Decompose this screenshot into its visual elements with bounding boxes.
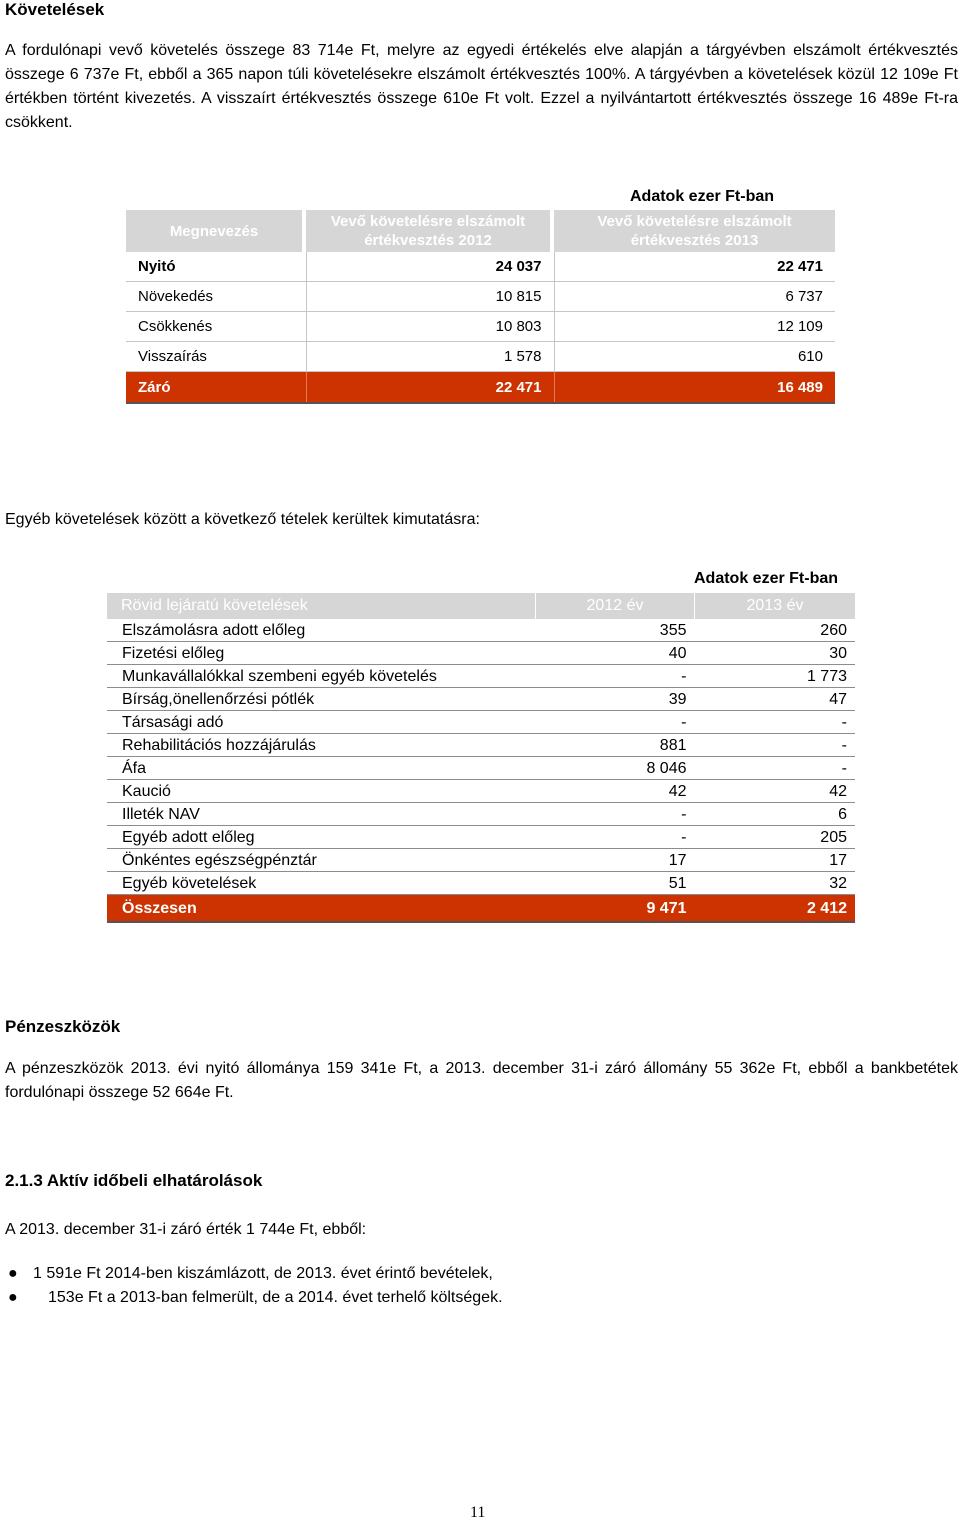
list-item: ● 1 591e Ft 2014-ben kiszámlázott, de 2013. évet érintő bevételek,	[0, 1262, 503, 1286]
other-receivables-intro: Egyéb követelések között a következő tételek kerültek kimutatásra:	[5, 511, 480, 528]
table1-header-2012: Vevő követelésre elszámolt értékvesztés 2012	[306, 210, 550, 252]
bullet-icon: ●	[8, 1265, 18, 1282]
bullet-icon: ●	[8, 1289, 18, 1306]
table2-unit-note: Adatok ezer Ft-ban	[694, 570, 839, 587]
other-receivables-table	[107, 593, 855, 923]
section-heading-penzeszkozok: Pénzeszközök	[5, 1017, 121, 1036]
table-row: Egyéb követelések 51 32	[107, 872, 855, 895]
impairment-table	[126, 210, 835, 404]
table-row: Egyéb adott előleg - 205	[107, 826, 855, 849]
receivables-paragraph: A fordulónapi vevő követelés összege 83 714e Ft, melyre az egyedi értékelés elve alapján a tárgyévben elszámolt értékvesztés összege 6 737e Ft, ebből a 365 napon túli követelésekre elszámolt értékvesztés 100%. A tárgyévben a követelések közül 12 109e Ft értékben történt kivezetés. A visszaírt értékvesztés összege 610e Ft volt. Ezzel a nyilvántartott értékvesztés összege 16 489e Ft-ra csökkent.	[5, 42, 958, 131]
table-row: Társasági adó - -	[107, 711, 855, 734]
table1-header-name: Megnevezés	[126, 210, 302, 252]
table-row: Bírság,önellenőrzési pótlék 39 47	[107, 688, 855, 711]
table-row: Növekedés 10 815 6 737	[126, 282, 835, 312]
table-row: Nyitó 24 037 22 471	[126, 252, 835, 282]
page-number: 11	[470, 1504, 486, 1521]
table2-header-2012: 2012 év	[536, 593, 695, 619]
table-row: Elszámolásra adott előleg 355 260	[107, 619, 855, 642]
table1-total-row: Záró 22 471 16 489	[126, 372, 835, 404]
table-row: Munkavállalókkal szembeni egyéb követelés - 1 773	[107, 665, 855, 688]
accruals-paragraph: A 2013. december 31-i záró érték 1 744e Ft, ebből:	[5, 1221, 367, 1238]
table2-header-name: Rövid lejáratú követelések	[107, 593, 536, 619]
section-heading-kovetelesek: Követelések	[5, 0, 105, 19]
table-row: Önkéntes egészségpénztár 17 17	[107, 849, 855, 872]
table2-total-row: Összesen 9 471 2 412	[107, 895, 855, 923]
table-row: Fizetési előleg 40 30	[107, 642, 855, 665]
accruals-bullet-list	[0, 1262, 503, 1310]
table1-unit-note: Adatok ezer Ft-ban	[630, 188, 775, 205]
cash-paragraph: A pénzeszközök 2013. évi nyitó állománya 159 341e Ft, a 2013. december 31-i záró állomány 55 362e Ft, ebből a bankbetétek fordulónapi összege 52 664e Ft.	[5, 1060, 958, 1101]
table-row: Áfa 8 046 -	[107, 757, 855, 780]
table-row: Csökkenés 10 803 12 109	[126, 312, 835, 342]
table2-header-2013: 2013 év	[695, 593, 856, 619]
table-row: Illeték NAV - 6	[107, 803, 855, 826]
table-row: Rehabilitációs hozzájárulás 881 -	[107, 734, 855, 757]
table-row: Kaució 42 42	[107, 780, 855, 803]
table-row: Visszaírás 1 578 610	[126, 342, 835, 372]
section-heading-accruals: 2.1.3 Aktív időbeli elhatárolások	[5, 1171, 263, 1190]
list-item: ● 153e Ft a 2013-ban felmerült, de a 2014. évet terhelő költségek.	[0, 1286, 503, 1310]
table1-header-2013: Vevő követelésre elszámolt értékvesztés 2013	[554, 210, 835, 252]
